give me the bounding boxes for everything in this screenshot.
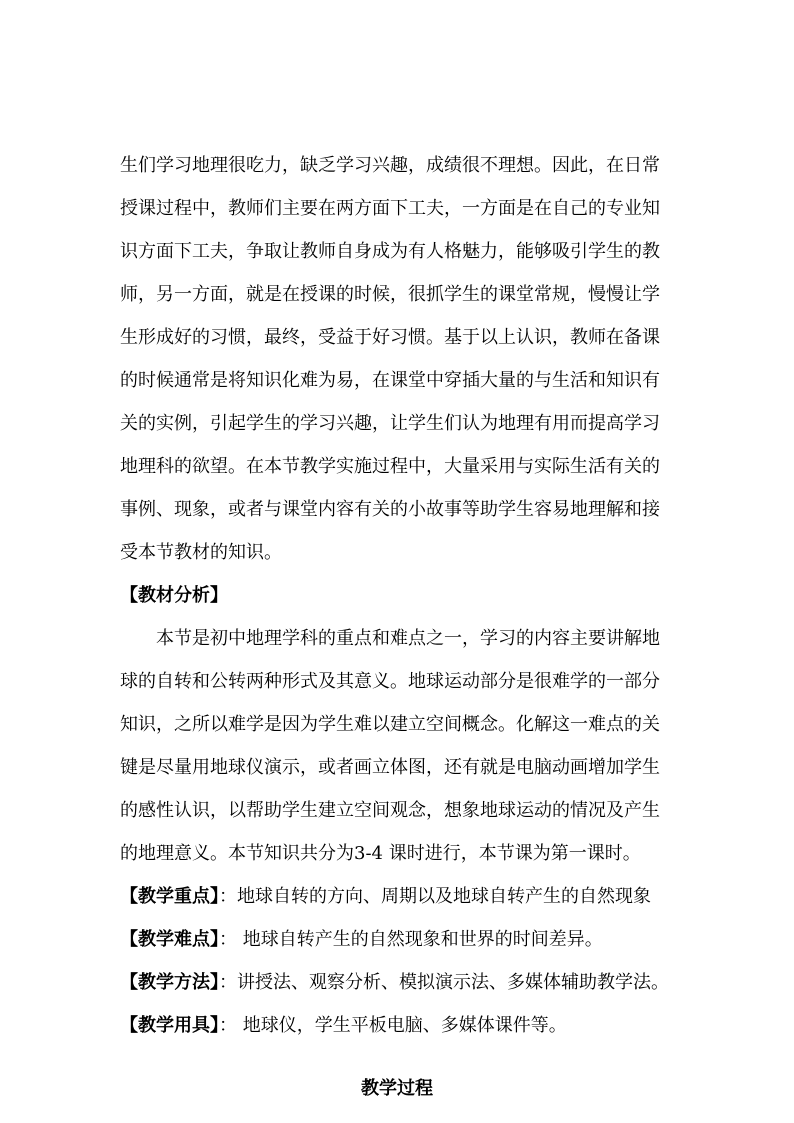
teaching-method-text: ：讲授法、观察分析、模拟演示法、多媒体辅助教学法。 (219, 972, 669, 993)
analysis-line-3: 知识，之所以难学是因为学生难以建立空间概念。化解这一难点的关 (120, 714, 660, 735)
teaching-tools-text: ： 地球仪，学生平板电脑、多媒体课件等。 (219, 1015, 567, 1036)
teaching-focus-label: 【教学重点】 (120, 886, 219, 907)
teaching-tools-label: 【教学用具】 (120, 1015, 219, 1036)
teaching-method-line (120, 971, 680, 995)
analysis-line-4: 键是尽量用地球仪演示，或者画立体图，还有就是电脑动画增加学生 (120, 757, 660, 778)
process-title: 教学过程 (361, 1078, 433, 1099)
intro-line-8: 地理科的欲望。在本节教学实施过程中，大量采用与实际生活有关的 (120, 456, 660, 477)
teaching-focus-text: ：地球自转的方向、周期以及地球自转产生的自然现象 (219, 886, 651, 907)
teaching-difficulty-text: ： 地球自转产生的自然现象和世界的时间差异。 (219, 929, 603, 950)
section-heading-material-analysis: 【教材分析】 (120, 585, 228, 606)
analysis-line-1: 本节是初中地理学科的重点和难点之一，学习的内容主要讲解地 (156, 628, 660, 649)
teaching-difficulty-line (120, 928, 680, 952)
intro-line-2: 授课过程中，教师们主要在两方面下工夫，一方面是在自己的专业知 (120, 198, 660, 219)
analysis-line-5: 的感性认识，以帮助学生建立空间观念，想象地球运动的情况及产生 (120, 800, 660, 821)
intro-line-4: 师，另一方面，就是在授课的时候，很抓学生的课堂常规，慢慢让学 (120, 284, 660, 305)
intro-line-9: 事例、现象，或者与课堂内容有关的小故事等助学生容易地理解和接 (120, 499, 660, 520)
intro-line-10: 受本节教材的知识。 (120, 542, 282, 563)
intro-line-5: 生形成好的习惯，最终，受益于好习惯。基于以上认识，教师在备课 (120, 327, 660, 348)
intro-line-6: 的时候通常是将知识化难为易，在课堂中穿插大量的与生活和知识有 (120, 370, 660, 391)
analysis-line-2: 球的自转和公转两种形式及其意义。地球运动部分是很难学的一部分 (120, 671, 660, 692)
teaching-tools-line (120, 1014, 680, 1038)
teaching-difficulty-label: 【教学难点】 (120, 929, 219, 950)
intro-line-3: 识方面下工夫，争取让教师自身成为有人格魅力，能够吸引学生的教 (120, 241, 660, 262)
analysis-line-6: 的地理意义。本节知识共分为3-4 课时进行，本节课为第一课时。 (120, 843, 641, 864)
intro-line-1: 生们学习地理很吃力，缺乏学习兴趣，成绩很不理想。因此，在日常 (120, 155, 660, 176)
teaching-focus-line (120, 885, 680, 909)
teaching-method-label: 【教学方法】 (120, 972, 219, 993)
intro-line-7: 关的实例，引起学生的学习兴趣，让学生们认为地理有用而提高学习 (120, 413, 660, 434)
